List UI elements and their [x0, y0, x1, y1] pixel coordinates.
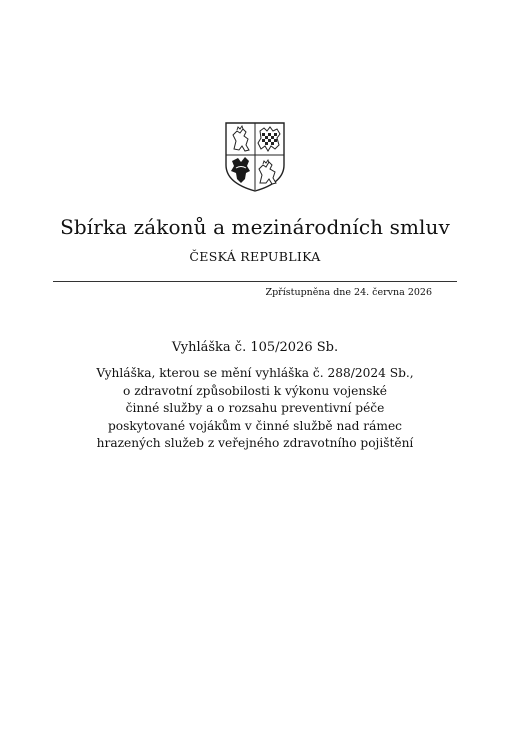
czech-coat-of-arms-icon: [224, 121, 286, 193]
header-divider: [53, 281, 457, 282]
decree-title: [60, 365, 450, 453]
decree-title-line: o zdravotní způsobilosti k výkonu vojenské: [122, 383, 388, 398]
decree-title-line: činné služby a o rozsahu preventivní péče: [125, 401, 385, 415]
decree-title-line: Vyhláška, kterou se mění vyhláška č. 288/2024 Sb.,: [96, 366, 414, 380]
country-name: ČESKÁ REPUBLIKA: [189, 249, 321, 264]
decree-title-line: poskytované vojákům v činné službě nad rámec: [108, 418, 402, 433]
collection-title: Sbírka zákonů a mezinárodních smluv: [60, 215, 450, 239]
publication-date: Zpřístupněna dne 24. června 2026: [265, 287, 432, 298]
decree-title-line: hrazených služeb z veřejného zdravotního pojištění: [96, 436, 414, 450]
decree-number: Vyhláška č. 105/2026 Sb.: [171, 340, 339, 355]
